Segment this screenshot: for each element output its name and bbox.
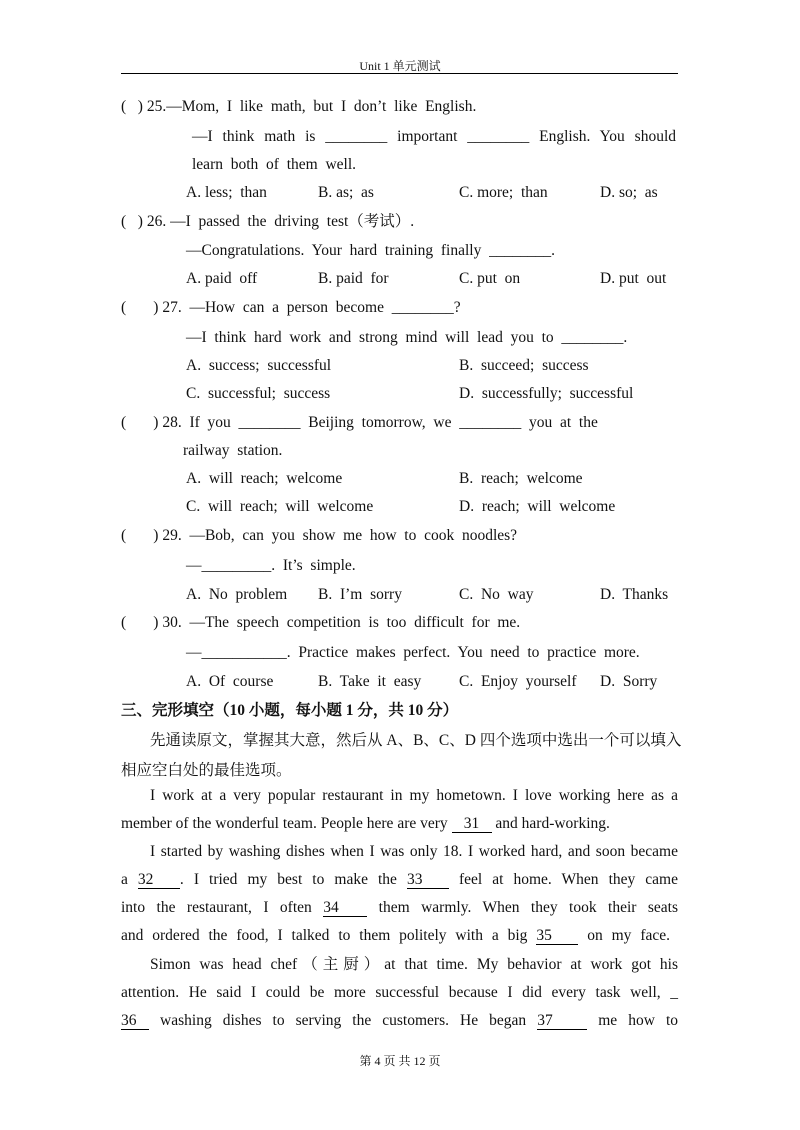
- question-29-response: —_________. It’s simple.: [186, 557, 356, 574]
- passage-line: member of the wonderful team. People here are very 31 and hard-working.: [121, 815, 610, 832]
- question-25-option-c: C. more; than: [459, 184, 548, 201]
- question-25-response: —I think math is ________ important ________ English. You should: [192, 128, 676, 145]
- question-29-stem: ( ) 29. —Bob, can you show me how to cook noodles?: [121, 527, 518, 544]
- question-26-option-c: C. put on: [459, 270, 521, 287]
- question-26-option-a: A. paid off: [186, 270, 258, 287]
- question-28-stem-cont: railway station.: [183, 442, 283, 459]
- question-30-option-c: C. Enjoy yourself: [459, 673, 577, 690]
- passage-line: a 32 . I tried my best to make the 33 feel at home. When they came: [121, 871, 678, 888]
- section-3-instruction-cont: 相应空白处的最佳选项。: [121, 762, 292, 779]
- blank-35: 35: [536, 927, 578, 945]
- question-28-option-d: D. reach; will welcome: [459, 498, 616, 515]
- question-26-stem: ( ) 26. —I passed the driving test（考试）.: [121, 213, 415, 230]
- question-30-response: —___________. Practice makes perfect. You need to practice more.: [186, 644, 640, 661]
- passage-line: and ordered the food, I talked to them politely with a big 35 on my face.: [121, 927, 670, 944]
- question-27-option-b: B. succeed; success: [459, 357, 589, 374]
- question-29-option-d: D. Thanks: [600, 586, 669, 603]
- question-27-response: —I think hard work and strong mind will lead you to ________.: [186, 329, 628, 346]
- blank-31: 31: [452, 815, 492, 833]
- question-29-option-a: A. No problem: [186, 586, 288, 603]
- blank-33: 33: [407, 871, 449, 889]
- header-rule: [121, 73, 678, 74]
- question-28-option-c: C. will reach; will welcome: [186, 498, 374, 515]
- passage-line: I started by washing dishes when I was only 18. I worked hard, and soon became: [150, 843, 678, 860]
- question-25-option-b: B. as; as: [318, 184, 374, 201]
- question-27-option-d: D. successfully; successful: [459, 385, 634, 402]
- question-29-option-b: B. I’m sorry: [318, 586, 402, 603]
- page-header: Unit 1 单元测试: [359, 59, 441, 73]
- question-25-response-cont: learn both of them well.: [192, 156, 356, 173]
- question-29-option-c: C. No way: [459, 586, 534, 603]
- question-27-option-c: C. successful; success: [186, 385, 331, 402]
- passage-line: into the restaurant, I often 34 them warmly. When they took their seats: [121, 899, 679, 916]
- blank-34: 34: [323, 899, 367, 917]
- question-27-option-a: A. success; successful: [186, 357, 332, 374]
- question-30-option-a: A. Of course: [186, 673, 274, 690]
- question-26-option-b: B. paid for: [318, 270, 389, 287]
- blank-37: 37: [537, 1012, 587, 1030]
- passage-line: 36 washing dishes to serving the customers. He began 37 me how to: [121, 1012, 679, 1029]
- question-28-option-b: B. reach; welcome: [459, 470, 583, 487]
- blank-32: 32: [138, 871, 180, 889]
- section-3-title: 三、完形填空（10 小题，每小题 1 分，共 10 分）: [121, 702, 459, 719]
- question-28-option-a: A. will reach; welcome: [186, 470, 343, 487]
- question-30-option-b: B. Take it easy: [318, 673, 422, 690]
- question-26-response: —Congratulations. Your hard training finally ________.: [186, 242, 555, 259]
- passage-line: Simon was head chef（主厨）at that time. My behavior at work got his: [150, 956, 678, 973]
- section-3-instruction: 先通读原文，掌握其大意，然后从 A、B、C、D 四个选项中选出一个可以填入: [150, 732, 682, 749]
- question-25-stem: ( ) 25.—Mom, I like math, but I don’t like English.: [121, 98, 477, 115]
- page-footer: 第 4 页 共 12 页: [359, 1054, 441, 1068]
- question-25-option-d: D. so; as: [600, 184, 658, 201]
- passage-line: I work at a very popular restaurant in my hometown. I love working here as a: [150, 787, 678, 804]
- question-30-stem: ( ) 30. —The speech competition is too difficult for me.: [121, 614, 521, 631]
- question-25-option-a: A. less; than: [186, 184, 267, 201]
- blank-36: 36: [121, 1012, 149, 1030]
- question-26-option-d: D. put out: [600, 270, 667, 287]
- passage-line: attention. He said I could be more successful because I did every task well, _: [121, 984, 678, 1001]
- question-28-stem: ( ) 28. If you ________ Beijing tomorrow, we ________ you at the: [121, 414, 598, 431]
- question-27-stem: ( ) 27. —How can a person become ________?: [121, 299, 461, 316]
- question-30-option-d: D. Sorry: [600, 673, 658, 690]
